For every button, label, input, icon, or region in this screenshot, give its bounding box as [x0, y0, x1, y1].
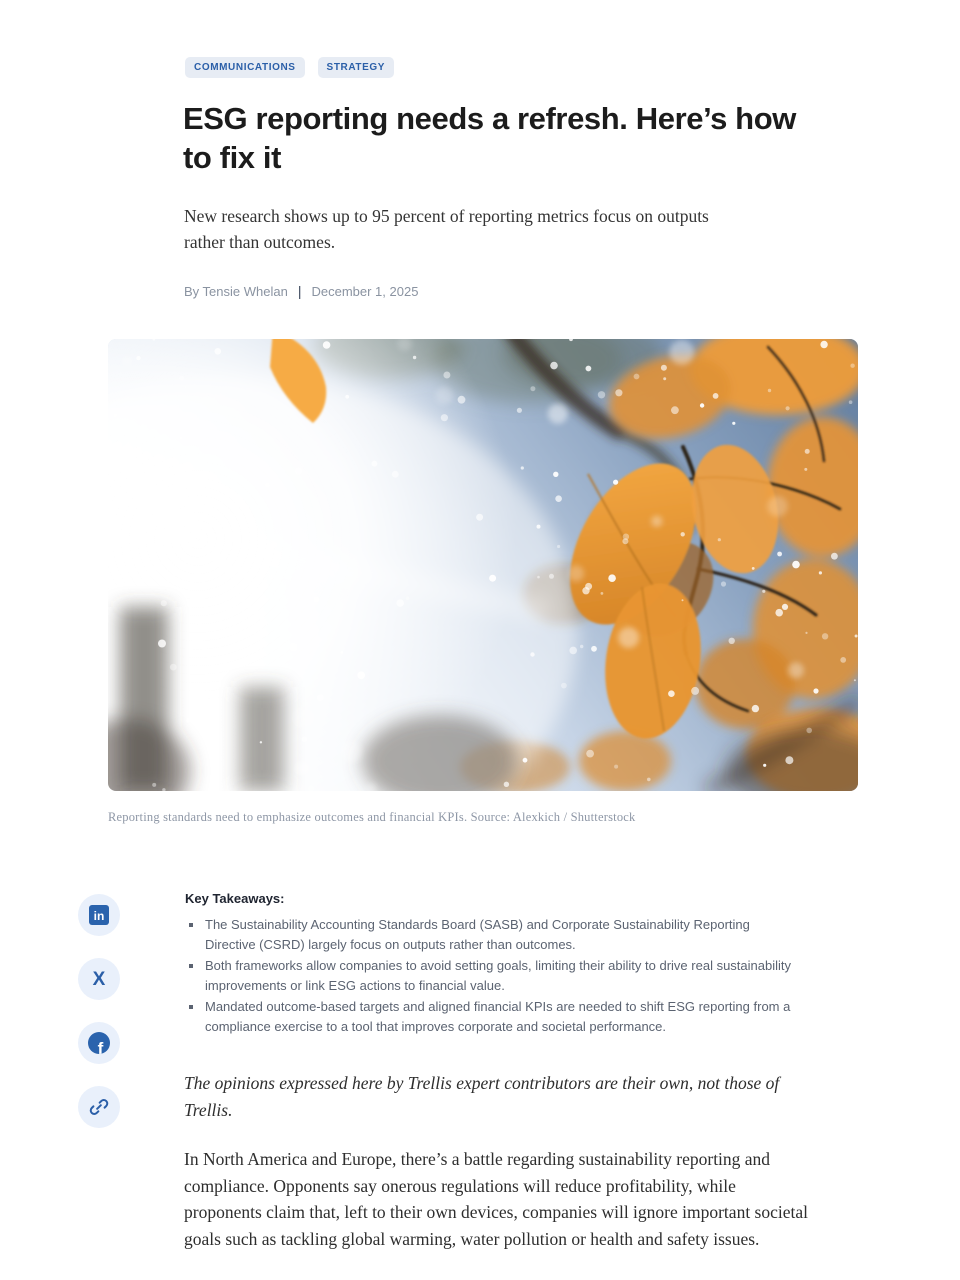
byline-author: By Tensie Whelan [184, 283, 288, 299]
facebook-icon: f [88, 1032, 110, 1054]
byline-separator: | [297, 283, 302, 299]
bullet-marker [189, 964, 193, 968]
key-takeaways-heading: Key Takeaways: [185, 891, 285, 906]
linkedin-icon: in [89, 905, 109, 925]
list-item: Mandated outcome-based targets and aligned financial KPIs are needed to shift ESG reporting from a compliance exercise to a tool that improves corporate and societal performance. [185, 997, 797, 1036]
page-title: ESG reporting needs a refresh. Here’s how to fix it [183, 101, 796, 175]
x-share-button[interactable] [78, 958, 120, 1000]
byline [184, 283, 418, 299]
list-item: The Sustainability Accounting Standards Board (SASB) and Corporate Sustainability Reporting Directive (CSRD) largely focus on outputs rather than outcomes. [185, 915, 797, 954]
body-paragraph: In North America and Europe, there’s a battle regarding sustainability reporting and compliance. Opponents say onerous regulations will reduce profitability, while proponents claim that, left to their own devices, companies will ignore important societal goals such as tackling global warming, water pollution or health and safety issues. [184, 1149, 809, 1249]
key-takeaways [185, 891, 797, 1038]
hero-image-graphic [108, 339, 858, 791]
tags-row [185, 57, 394, 78]
tag-strategy[interactable]: STRATEGY [318, 57, 395, 78]
list-item: Both frameworks allow companies to avoid setting goals, limiting their ability to drive real sustainability improvements or link ESG actions to financial value. [185, 956, 797, 995]
hero-image [108, 339, 858, 791]
bullet-marker [189, 1005, 193, 1009]
contributor-disclaimer: The opinions expressed here by Trellis expert contributors are their own, not those of Trellis. [184, 1073, 780, 1120]
byline-date: December 1, 2025 [311, 283, 419, 299]
x-icon: X [92, 968, 106, 990]
share-buttons [78, 894, 120, 1128]
link-icon [88, 1096, 110, 1118]
bullet-marker [189, 923, 193, 927]
hero-caption: Reporting standards need to emphasize outcomes and financial KPIs. Source: Alexkich / Shutterstock [108, 810, 636, 824]
article-dek: New research shows up to 95 percent of reporting metrics focus on outputs rather than outcomes. [184, 206, 709, 252]
tag-communications[interactable]: COMMUNICATIONS [185, 57, 305, 78]
linkedin-share-button[interactable] [78, 894, 120, 936]
copy-link-button[interactable] [78, 1086, 120, 1128]
facebook-share-button[interactable] [78, 1022, 120, 1064]
